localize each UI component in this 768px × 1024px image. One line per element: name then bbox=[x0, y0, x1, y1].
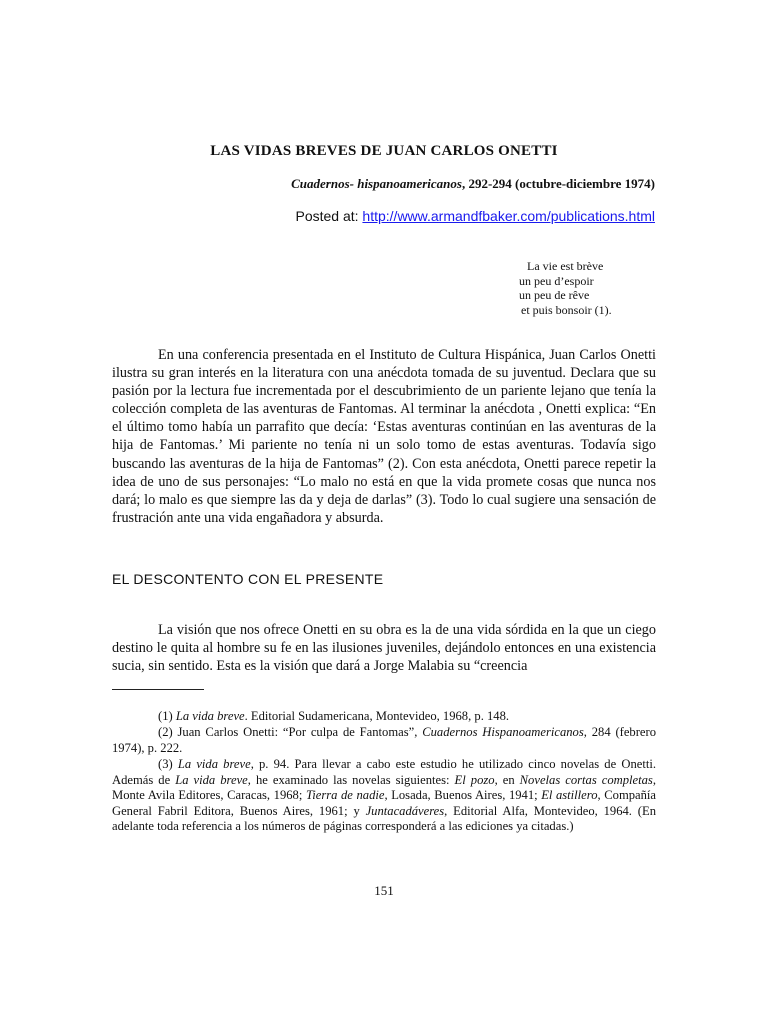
posted-at-line bbox=[295, 208, 655, 224]
journal-citation bbox=[291, 176, 655, 192]
article-title: LAS VIDAS BREVES DE JUAN CARLOS ONETTI bbox=[210, 143, 558, 159]
epigraph-line: et puis bonsoir (1). bbox=[521, 302, 612, 317]
footnote-title: El astillero bbox=[541, 788, 598, 803]
footnote-text: , p. 94. Para llevar a cabo este estudio he utilizado cinco novelas de Onetti. Además de bbox=[112, 757, 656, 787]
page-number: 151 bbox=[374, 883, 394, 898]
publications-link[interactable]: http://www.armandfbaker.com/publications.html bbox=[362, 208, 655, 224]
footnote-title: Novelas cortas completas bbox=[519, 772, 653, 787]
footnote-text: , en bbox=[494, 772, 520, 787]
epigraph-line: La vie est brève bbox=[527, 259, 604, 273]
footnote-text: , Editorial Alfa, Montevideo, 1964. (En adelante toda referencia a los números de páginas corresponderá a las ediciones ya citadas.) bbox=[112, 803, 656, 834]
footnote-number: (1) bbox=[158, 709, 173, 723]
footnote-text: , Compañía General Fabril Editora, Buenos Aires, 1961; y bbox=[112, 788, 657, 818]
footnote-text: . Editorial Sudamericana, Montevideo, 1968, p. 148. bbox=[244, 709, 510, 723]
footnote-text: Losada, Buenos Aires, 1941; bbox=[387, 788, 542, 803]
footnote-text: , Monte Avila Editores, Caracas, 1968; bbox=[112, 772, 656, 803]
footnote-number: (3) bbox=[158, 757, 173, 771]
footnote-title: La vida breve bbox=[175, 772, 248, 787]
footnote-number: (2) bbox=[158, 725, 173, 739]
epigraph bbox=[519, 259, 612, 317]
body-paragraph-2: La visión que nos ofrece Onetti en su obra es la de una vida sórdida en la que un ciego destino le quita al hombre su fe en las ilusiones juveniles, dejándolo entonces en una existencia sucia, sin sentido. Esta es la visión que dará a Jorge Malabia su “creencia bbox=[112, 622, 656, 675]
footnote-separator bbox=[112, 689, 204, 690]
footnote-title: La vida breve bbox=[177, 757, 251, 771]
footnote-1 bbox=[112, 709, 656, 725]
footnote-title: Tierra de nadie, bbox=[305, 788, 388, 803]
footnote-2 bbox=[112, 725, 656, 756]
epigraph-line: un peu d’espoir bbox=[519, 273, 594, 288]
footnote-journal: Cuadernos Hispanoamericanos bbox=[422, 725, 584, 739]
footnote-title: Juntacadáveres bbox=[365, 803, 445, 818]
footnote-text: Juan Carlos Onetti: “Por culpa de Fantomas”, bbox=[177, 725, 423, 739]
footnote-text: , 284 (febrero 1974), p. 222. bbox=[112, 725, 656, 755]
footnote-text: , he examinado las novelas siguientes: bbox=[247, 772, 455, 787]
footnote-title: La vida breve bbox=[175, 709, 245, 723]
body-paragraph-1: En una conferencia presentada en el Instituto de Cultura Hispánica, Juan Carlos Onetti ilustra su gran interés en la literatura con una anécdota tomada de su juventud. Declara que su pasión por la lectura fue incrementada por el descubrimiento de un pariente lejano que tenía la colección completa de las aventuras de Fantomas. Al terminar la anécdota , Onetti explica: “En el último tomo había un parrafito que decía: ‘Estas aventuras continúan en las aventuras de la hija de Fantomas.’ Mi pariente no tenía ni un solo tomo de estas aventuras. Todavía sigo buscando las aventuras de la hija de Fantomas” (2). Con esta anécdota, Onetti parece repetir la idea de uno de sus personajes: “Lo malo no está en que la vida promete cosas que nunca nos dará; lo malo es que siempre las da y deja de darlas” (3). Todo lo cual sugiere una sensación de frustración ante una vida engañadora y absurda. bbox=[112, 347, 656, 526]
citation-journal: Cuadernos- hispanoamericanos bbox=[291, 176, 462, 191]
citation-details: , 292-294 (octubre-diciembre 1974) bbox=[461, 176, 655, 191]
posted-label: Posted at: bbox=[295, 208, 363, 224]
section-heading: EL DESCONTENTO CON EL PRESENTE bbox=[112, 571, 384, 587]
epigraph-line: un peu de rêve bbox=[519, 288, 590, 303]
footnote-title: El pozo bbox=[454, 772, 495, 787]
footnote-3 bbox=[112, 757, 656, 835]
